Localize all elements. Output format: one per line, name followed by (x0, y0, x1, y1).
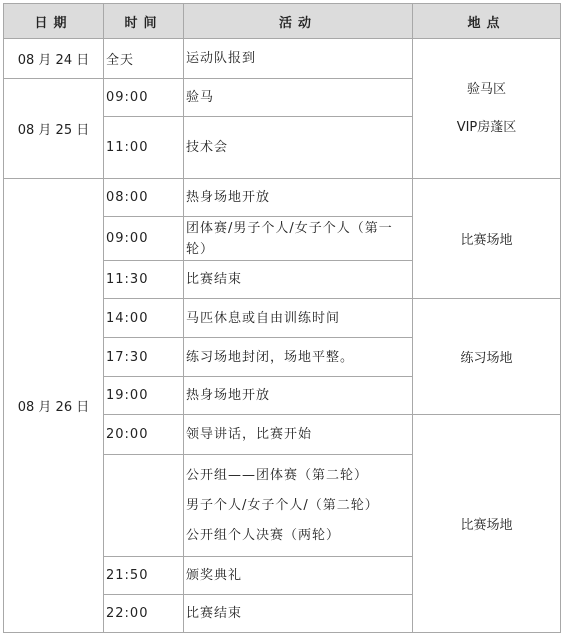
time-cell: 全天 (104, 39, 184, 79)
header-date: 日期 (4, 4, 104, 39)
date-cell: 08 月 25 日 (4, 79, 104, 179)
activity-cell: 马匹休息或自由训练时间 (184, 299, 413, 338)
time-cell: 22:00 (104, 595, 184, 633)
location-line: 验马区 (466, 81, 506, 97)
activity-cell: 颁奖典礼 (184, 557, 413, 595)
time-cell: 19:00 (104, 377, 184, 415)
location-cell (413, 39, 561, 179)
activity-line: 公开组——团体赛（第二轮） (186, 467, 369, 483)
activity-line: 公开组个人决赛（两轮） (186, 527, 341, 543)
location-cell: 比赛场地 (413, 179, 561, 299)
time-cell: 11:00 (104, 117, 184, 179)
time-cell: 09:00 (104, 79, 184, 117)
header-time: 时间 (104, 4, 184, 39)
activity-cell: 运动队报到 (184, 39, 413, 79)
activity-cell: 领导讲话，比赛开始 (184, 415, 413, 455)
time-cell: 09:00 (104, 217, 184, 261)
time-cell: 21:50 (104, 557, 184, 595)
activity-cell (184, 455, 413, 557)
header-activity: 活动 (184, 4, 413, 39)
activity-cell: 验马 (184, 79, 413, 117)
time-cell: 20:00 (104, 415, 184, 455)
time-cell: 14:00 (104, 299, 184, 338)
activity-cell: 比赛结束 (184, 595, 413, 633)
date-cell: 08 月 26 日 (4, 179, 104, 633)
time-cell (104, 455, 184, 557)
location-line: VIP房蓬区 (456, 119, 517, 135)
activity-cell: 团体赛/男子个人/女子个人（第一轮） (184, 217, 413, 261)
table-row (4, 179, 561, 217)
time-cell: 08:00 (104, 179, 184, 217)
header-location: 地点 (413, 4, 561, 39)
time-cell: 11:30 (104, 261, 184, 299)
activity-cell: 技术会 (184, 117, 413, 179)
activity-cell: 热身场地开放 (184, 377, 413, 415)
location-cell: 练习场地 (413, 299, 561, 415)
location-cell: 比赛场地 (413, 415, 561, 633)
header-row (4, 4, 561, 39)
activity-cell: 比赛结束 (184, 261, 413, 299)
table-row (4, 39, 561, 79)
date-cell: 08 月 24 日 (4, 39, 104, 79)
activity-cell: 热身场地开放 (184, 179, 413, 217)
activity-cell: 练习场地封闭，场地平整。 (184, 338, 413, 377)
schedule-table (3, 3, 561, 633)
time-cell: 17:30 (104, 338, 184, 377)
activity-line: 男子个人/女子个人/（第二轮） (186, 497, 379, 513)
